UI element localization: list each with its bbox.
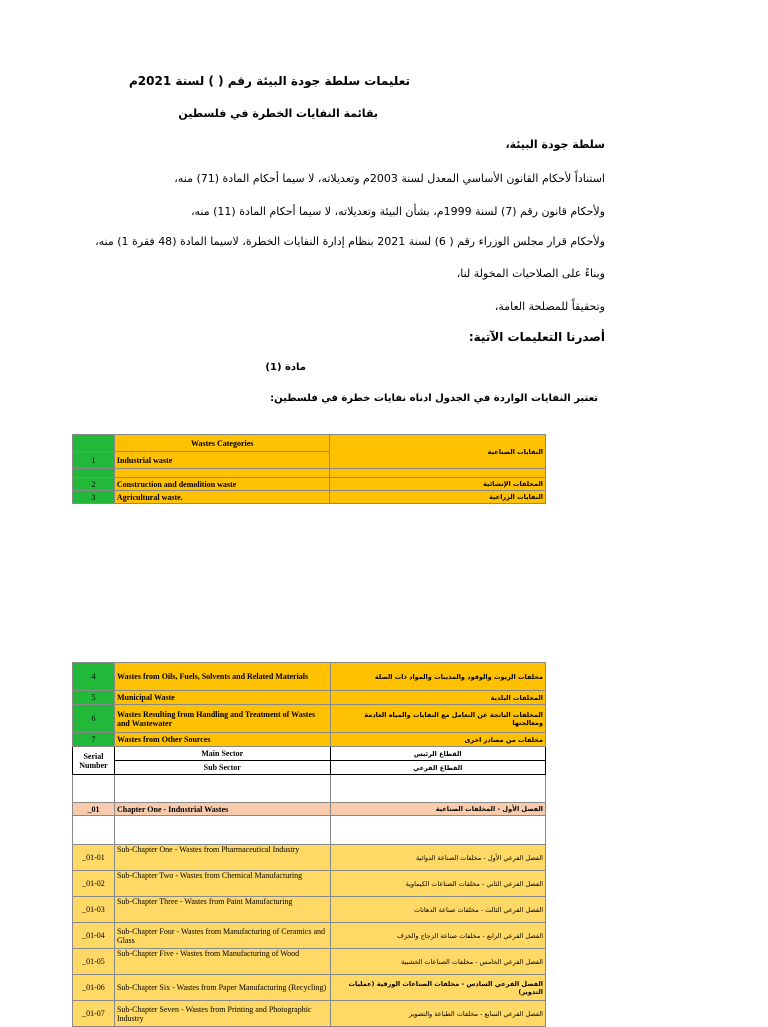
category-number: 6 bbox=[73, 705, 115, 733]
table-row bbox=[73, 1001, 546, 1027]
category-number: 3 bbox=[73, 491, 115, 504]
category-en: Wastes Resulting from Handling and Treatment of Wastes and Wastewater bbox=[114, 705, 330, 733]
category-number: 1 bbox=[73, 452, 115, 469]
subchapter-en: Sub-Chapter Four - Wastes from Manufacturing of Ceramics and Glass bbox=[114, 923, 330, 949]
category-number: 4 bbox=[73, 663, 115, 691]
waste-categories-table bbox=[72, 434, 546, 504]
category-ar: النفايات الزراعية bbox=[330, 491, 546, 504]
category-ar: المخلفات الإنشائية bbox=[330, 478, 546, 491]
subchapter-code: _01-01 bbox=[73, 845, 115, 871]
category-en: Agricultural waste. bbox=[114, 491, 330, 504]
table-row bbox=[73, 949, 546, 975]
table-row bbox=[73, 975, 546, 1001]
article-heading: مادة (1) bbox=[265, 362, 306, 373]
subchapter-en: Sub-Chapter Seven - Wastes from Printing and Photographic Industry bbox=[114, 1001, 330, 1027]
chapter-en: Chapter One - Industrial Wastes bbox=[114, 803, 330, 816]
table-row bbox=[73, 663, 546, 691]
subchapter-code: _01-06 bbox=[73, 975, 115, 1001]
category-number: 5 bbox=[73, 691, 115, 705]
subchapter-ar: الفصل الفرعي الثالث - مخلفات صناعة الدهانات bbox=[330, 897, 546, 923]
subchapter-ar: الفصل الفرعي الرابع - مخلفات صناعة الزجاج والخزف bbox=[330, 923, 546, 949]
table-row bbox=[73, 691, 546, 705]
preamble-para-3: ولأحكام قرار مجلس الوزراء رقم ( 6) لسنة 2021 بنظام إدارة النفايات الخطرة، لاسيما المادة (48 فقرة 1) منه، bbox=[95, 235, 605, 248]
serial-number-header: Serial Number bbox=[73, 747, 115, 775]
subchapter-en: Sub-Chapter Six - Wastes from Paper Manufacturing (Recycling) bbox=[114, 975, 330, 1001]
doc-title-line2: بقائمة النفايات الخطرة في فلسطين bbox=[178, 107, 378, 120]
subchapter-code: _01-03 bbox=[73, 897, 115, 923]
table-header-row bbox=[73, 747, 546, 761]
table-row bbox=[73, 491, 546, 504]
subchapter-code: _01-02 bbox=[73, 871, 115, 897]
category-en: Construction and demolition waste bbox=[114, 478, 330, 491]
preamble-para-1: استناداً لأحكام القانون الأساسي المعدل لسنة 2003م وتعديلاته، لا سيما أحكام المادة (71) منه، bbox=[174, 172, 605, 185]
preamble-para-4: وبناءً على الصلاحيات المخولة لنا، bbox=[456, 267, 605, 280]
subchapter-ar: الفصل الفرعي السابع - مخلفات الطباعة والتصوير bbox=[330, 1001, 546, 1027]
chapter-code: _01 bbox=[73, 803, 115, 816]
preamble-para-2: ولأحكام قانون رقم (7) لسنة 1999م، بشأن البيئة وتعديلاته، لا سيما أحكام المادة (11) منه، bbox=[190, 205, 605, 218]
table-row bbox=[73, 435, 546, 452]
subchapter-ar: الفصل الفرعي الخامس - مخلفات الصناعات الخشبية bbox=[330, 949, 546, 975]
subchapter-ar: الفصل الفرعي الأول - مخلفات الصناعة الدوائية bbox=[330, 845, 546, 871]
subchapter-code: _01-05 bbox=[73, 949, 115, 975]
article-text: تعتبر النفايات الواردة في الجدول ادناه نفايات خطرة في فلسطين: bbox=[270, 393, 598, 404]
table-row bbox=[73, 478, 546, 491]
sub-sector-header-ar: القطاع الفرعي bbox=[330, 761, 546, 775]
category-ar: المخلفات الناتجة عن التعامل مع النفايات والمياه العادمة ومعالجتها bbox=[330, 705, 546, 733]
subchapter-code: _01-04 bbox=[73, 923, 115, 949]
authority-name: سلطة جودة البيئة، bbox=[505, 138, 605, 151]
subchapter-en: Sub-Chapter One - Wastes from Pharmaceutical Industry bbox=[114, 845, 330, 871]
chapter-ar: الفصل الأول - المخلفات الصناعية bbox=[330, 803, 546, 816]
table-row bbox=[73, 923, 546, 949]
category-ar: النفايات الصناعية bbox=[487, 447, 543, 456]
category-ar: المخلفات البلدية bbox=[330, 691, 546, 705]
subchapter-ar: الفصل الفرعي الثاني - مخلفات الصناعات الكيماوية bbox=[330, 871, 546, 897]
main-sector-header-ar: القطاع الرئيس bbox=[330, 747, 546, 761]
main-sector-header: Main Sector bbox=[114, 747, 330, 761]
category-number: 2 bbox=[73, 478, 115, 491]
sub-sector-header: Sub Sector bbox=[114, 761, 330, 775]
issued-statement: أصدرنا التعليمات الآتية: bbox=[468, 330, 605, 344]
hazardous-waste-table bbox=[72, 662, 546, 1027]
category-en: Wastes from Other Sources bbox=[114, 733, 330, 747]
table-row bbox=[73, 845, 546, 871]
chapter-row bbox=[73, 803, 546, 816]
category-number: 7 bbox=[73, 733, 115, 747]
doc-title-line1: تعليمات سلطة جودة البيئة رقم ( ) لسنة 2021م bbox=[128, 74, 410, 88]
category-ar: مخلفات الزيوت والوقود والمذيبات والمواد ذات الصلة bbox=[330, 663, 546, 691]
table-header-row bbox=[73, 761, 546, 775]
category-en: Industrial waste bbox=[114, 452, 330, 469]
column-header: Wastes Categories bbox=[114, 435, 330, 452]
preamble-para-5: وتحقيقاً للمصلحة العامة، bbox=[494, 300, 605, 313]
subchapter-ar: الفصل الفرعي السادس - مخلفات الصناعات الورقية (عمليات التدوير) bbox=[330, 975, 546, 1001]
table-row bbox=[73, 705, 546, 733]
category-ar: مخلفات من مصادر اخرى bbox=[330, 733, 546, 747]
subchapter-en: Sub-Chapter Five - Wastes from Manufacturing of Wood bbox=[114, 949, 330, 975]
subchapter-en: Sub-Chapter Three - Wastes from Paint Manufacturing bbox=[114, 897, 330, 923]
category-en: Municipal Waste bbox=[114, 691, 330, 705]
subchapter-code: _01-07 bbox=[73, 1001, 115, 1027]
table-row bbox=[73, 897, 546, 923]
subchapter-en: Sub-Chapter Two - Wastes from Chemical Manufacturing bbox=[114, 871, 330, 897]
table-row bbox=[73, 871, 546, 897]
table-row bbox=[73, 733, 546, 747]
category-en: Wastes from Oils, Fuels, Solvents and Related Materials bbox=[114, 663, 330, 691]
